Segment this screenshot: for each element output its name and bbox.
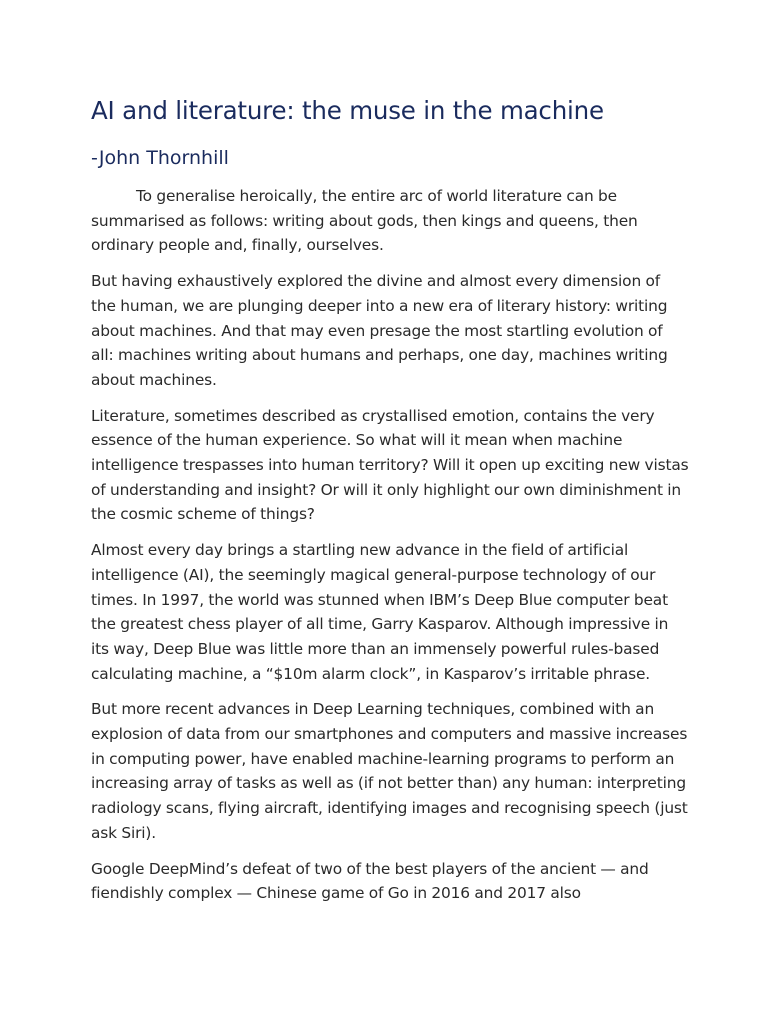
article-author: -John Thornhill xyxy=(91,147,229,169)
paragraph-1: To generalise heroically, the entire arc of world literature can be summarised as follows: writing about gods, then kings and queens, then ordinary people and, finally, ourselves. xyxy=(91,187,638,255)
paragraph-3: Literature, sometimes described as crystallised emotion, contains the very essence of the human experience. So what will it mean when machine intelligence trespasses into human territory? Will it open up exciting new vistas of understanding and insight? Or will it only highlight our own diminishment in the cosmic scheme of things? xyxy=(91,406,689,524)
paragraph-4: Almost every day brings a startling new advance in the field of artificial intelligence (AI), the seemingly magical general-purpose technology of our times. In 1997, the world was stunned when IBM’s Deep Blue computer beat the greatest chess player of all time, Garry Kasparov. Although impressive in its way, Deep Blue was little more than an immensely powerful rules-based calculating machine, a “$10m alarm clock”, in Kasparov’s irritable phrase. xyxy=(91,541,669,683)
paragraph-2: But having exhaustively explored the divine and almost every dimension of the human, we are plunging deeper into a new era of literary history: writing about machines. And that may even presage the most startling evolution of all: machines writing about humans and perhaps, one day, machines writing about machines. xyxy=(91,272,668,389)
paragraph-6: Google DeepMind’s defeat of two of the best players of the ancient — and fiendishly complex — Chinese game of Go in 2016 and 2017 also xyxy=(91,859,649,903)
paragraph-5: But more recent advances in Deep Learning techniques, combined with an explosion of data from our smartphones and computers and massive increases in computing power, have enabled machine-learning programs to perform an increasing array of tasks as well as (if not better than) any human: interpreting radiology scans, flying aircraft, identifying images and recognising speech (just ask Siri). xyxy=(91,700,688,842)
article-body xyxy=(91,184,689,917)
article-title: AI and literature: the muse in the machine xyxy=(91,96,604,125)
